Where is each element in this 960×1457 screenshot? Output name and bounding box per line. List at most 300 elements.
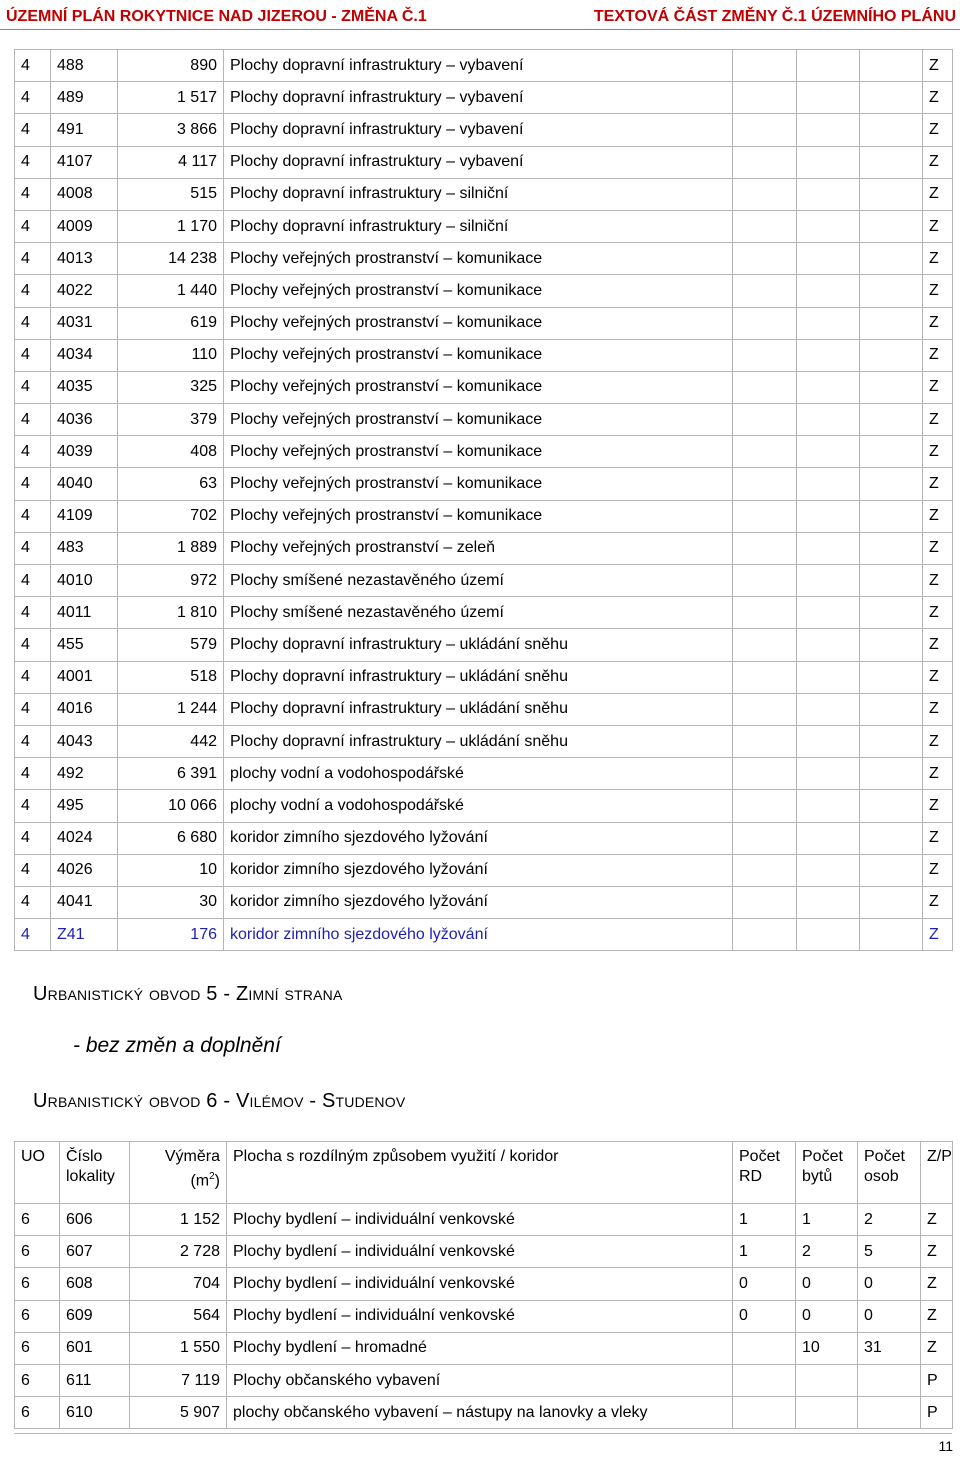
cell-plocha: Plochy veřejných prostranství – komunikace — [224, 307, 733, 339]
cell-zp: Z — [923, 822, 953, 854]
cell-pocet-bytu: 1 — [796, 1204, 858, 1236]
empty-cell — [733, 565, 797, 597]
cell-plocha: Plochy dopravní infrastruktury – vybavení — [224, 82, 733, 114]
cell-uo: 4 — [15, 307, 51, 339]
cell-zp: Z — [923, 339, 953, 371]
cell-vymera: 30 — [118, 886, 224, 918]
cell-zp: P — [921, 1364, 953, 1396]
empty-cell — [860, 790, 923, 822]
cell-vymera: 10 — [118, 854, 224, 886]
cell-lokalita: 4040 — [51, 468, 118, 500]
cell-zp: Z — [923, 532, 953, 564]
cell-lokalita: 492 — [51, 758, 118, 790]
cell-zp: Z — [923, 114, 953, 146]
cell-plocha: Plochy bydlení – individuální venkovské — [227, 1236, 733, 1268]
cell-vymera: 10 066 — [118, 790, 224, 822]
table-row — [15, 404, 953, 436]
empty-cell — [733, 854, 797, 886]
cell-uo: 4 — [15, 114, 51, 146]
cell-lokalita: 4035 — [51, 371, 118, 403]
table-row — [15, 436, 953, 468]
cell-zp: Z — [923, 275, 953, 307]
cell-uo: 4 — [15, 178, 51, 210]
cell-uo: 4 — [15, 275, 51, 307]
cell-pocet-bytu: 10 — [796, 1332, 858, 1364]
empty-cell — [860, 404, 923, 436]
empty-cell — [860, 758, 923, 790]
empty-cell — [860, 275, 923, 307]
page-number: 11 — [938, 1438, 953, 1454]
table-row — [15, 1236, 953, 1268]
cell-vymera: 5 907 — [130, 1397, 227, 1429]
cell-vymera: 1 550 — [130, 1332, 227, 1364]
cell-pocet-bytu: 0 — [796, 1300, 858, 1332]
cell-uo: 4 — [15, 210, 51, 242]
cell-zp: Z — [921, 1268, 953, 1300]
cell-vymera: 619 — [118, 307, 224, 339]
empty-cell — [797, 275, 860, 307]
cell-lokalita: 488 — [51, 50, 118, 82]
cell-zp: P — [921, 1397, 953, 1429]
cell-uo: 4 — [15, 565, 51, 597]
empty-cell — [797, 178, 860, 210]
cell-zp: Z — [923, 886, 953, 918]
table-row — [15, 1364, 953, 1396]
empty-cell — [797, 822, 860, 854]
empty-cell — [797, 758, 860, 790]
table-row — [15, 886, 953, 918]
cell-lokalita: 491 — [51, 114, 118, 146]
cell-lokalita: 4107 — [51, 146, 118, 178]
empty-cell — [797, 371, 860, 403]
cell-zp: Z — [923, 404, 953, 436]
cell-vymera: 1 889 — [118, 532, 224, 564]
cell-uo: 4 — [15, 822, 51, 854]
empty-cell — [733, 919, 797, 951]
cell-lokalita: 610 — [60, 1397, 130, 1429]
cell-vymera: 518 — [118, 661, 224, 693]
cell-vymera: 702 — [118, 500, 224, 532]
empty-cell — [797, 468, 860, 500]
cell-uo: 4 — [15, 82, 51, 114]
table-row — [15, 500, 953, 532]
table-row — [15, 822, 953, 854]
cell-lokalita: 4011 — [51, 597, 118, 629]
empty-cell — [733, 178, 797, 210]
table-row — [15, 210, 953, 242]
empty-cell — [733, 758, 797, 790]
cell-plocha: Plochy veřejných prostranství – komunikace — [224, 243, 733, 275]
cell-uo: 6 — [15, 1397, 60, 1429]
cell-pocet-rd: 0 — [733, 1268, 796, 1300]
empty-cell — [860, 146, 923, 178]
empty-cell — [860, 468, 923, 500]
cell-lokalita: 455 — [51, 629, 118, 661]
table-row — [15, 565, 953, 597]
cell-uo: 4 — [15, 854, 51, 886]
empty-cell — [797, 50, 860, 82]
empty-cell — [733, 307, 797, 339]
empty-cell — [797, 436, 860, 468]
cell-plocha: Plochy dopravní infrastruktury – ukládání sněhu — [224, 661, 733, 693]
empty-cell — [733, 82, 797, 114]
cell-uo: 4 — [15, 597, 51, 629]
empty-cell — [733, 50, 797, 82]
empty-cell — [797, 629, 860, 661]
cell-zp: Z — [921, 1236, 953, 1268]
empty-cell — [733, 790, 797, 822]
cell-vymera: 579 — [118, 629, 224, 661]
cell-plocha: plochy občanského vybavení – nástupy na lanovky a vleky — [227, 1397, 733, 1429]
empty-cell — [797, 886, 860, 918]
header-document-title: ÚZEMNÍ PLÁN ROKYTNICE NAD JIZEROU - ZMĚNA Č.1 — [6, 8, 427, 25]
table-row — [15, 243, 953, 275]
cell-uo: 4 — [15, 725, 51, 757]
empty-cell — [860, 339, 923, 371]
cell-vymera: 63 — [118, 468, 224, 500]
table-row — [15, 50, 953, 82]
cell-pocet-rd — [733, 1397, 796, 1429]
cell-plocha: Plochy dopravní infrastruktury – vybavení — [224, 114, 733, 146]
cell-plocha: Plochy veřejných prostranství – komunikace — [224, 371, 733, 403]
cell-zp: Z — [923, 178, 953, 210]
cell-uo: 4 — [15, 146, 51, 178]
cell-zp: Z — [923, 565, 953, 597]
empty-cell — [860, 661, 923, 693]
cell-lokalita: 4031 — [51, 307, 118, 339]
cell-plocha: Plochy veřejných prostranství – komunikace — [224, 468, 733, 500]
cell-lokalita: 4010 — [51, 565, 118, 597]
cell-zp: Z — [923, 436, 953, 468]
cell-zp: Z — [923, 307, 953, 339]
cell-pocet-rd: 1 — [733, 1236, 796, 1268]
cell-lokalita: 611 — [60, 1364, 130, 1396]
cell-lokalita: 4013 — [51, 243, 118, 275]
table-row — [15, 307, 953, 339]
cell-vymera: 176 — [118, 919, 224, 951]
cell-uo: 4 — [15, 790, 51, 822]
cell-lokalita: 601 — [60, 1332, 130, 1364]
cell-vymera: 14 238 — [118, 243, 224, 275]
cell-vymera: 704 — [130, 1268, 227, 1300]
empty-cell — [860, 178, 923, 210]
cell-vymera: 1 170 — [118, 210, 224, 242]
empty-cell — [733, 886, 797, 918]
cell-zp: Z — [923, 725, 953, 757]
table-row — [15, 629, 953, 661]
cell-vymera: 890 — [118, 50, 224, 82]
table-row — [15, 1397, 953, 1429]
cell-lokalita: 4036 — [51, 404, 118, 436]
empty-cell — [797, 565, 860, 597]
table-row — [15, 725, 953, 757]
empty-cell — [860, 210, 923, 242]
cell-zp: Z — [921, 1300, 953, 1332]
cell-lokalita: 608 — [60, 1268, 130, 1300]
table-row — [15, 1268, 953, 1300]
cell-lokalita: 489 — [51, 82, 118, 114]
cell-zp: Z — [923, 597, 953, 629]
cell-uo: 4 — [15, 404, 51, 436]
cell-uo: 6 — [15, 1204, 60, 1236]
cell-vymera: 972 — [118, 565, 224, 597]
empty-cell — [733, 339, 797, 371]
empty-cell — [797, 307, 860, 339]
table-row — [15, 82, 953, 114]
cell-lokalita: 607 — [60, 1236, 130, 1268]
empty-cell — [860, 597, 923, 629]
empty-cell — [797, 693, 860, 725]
cell-zp: Z — [921, 1332, 953, 1364]
empty-cell — [860, 114, 923, 146]
cell-uo: 4 — [15, 371, 51, 403]
header-vymera: Výměra $(m^2)$ — [130, 1142, 227, 1204]
footer-divider — [14, 1433, 952, 1434]
cell-pocet-osob: 2 — [858, 1204, 921, 1236]
empty-cell — [733, 822, 797, 854]
empty-cell — [860, 629, 923, 661]
cell-zp: Z — [923, 243, 953, 275]
table-row — [15, 919, 953, 951]
empty-cell — [797, 210, 860, 242]
cell-pocet-osob: 5 — [858, 1236, 921, 1268]
table-row — [15, 758, 953, 790]
empty-cell — [733, 532, 797, 564]
empty-cell — [797, 661, 860, 693]
cell-pocet-rd: 1 — [733, 1204, 796, 1236]
cell-vymera: 110 — [118, 339, 224, 371]
cell-uo: 4 — [15, 886, 51, 918]
cell-pocet-bytu — [796, 1397, 858, 1429]
cell-zp: Z — [923, 790, 953, 822]
table-row — [15, 854, 953, 886]
cell-uo: 6 — [15, 1236, 60, 1268]
empty-cell — [797, 114, 860, 146]
cell-lokalita: 606 — [60, 1204, 130, 1236]
empty-cell — [860, 500, 923, 532]
section-title-uo5: Urbanistický obvod 5 - Zimní strana — [33, 983, 343, 1005]
cell-plocha: Plochy veřejných prostranství – komunikace — [224, 500, 733, 532]
cell-pocet-rd: 0 — [733, 1300, 796, 1332]
empty-cell — [860, 243, 923, 275]
table-row — [15, 1300, 953, 1332]
cell-plocha: Plochy dopravní infrastruktury – ukládání sněhu — [224, 725, 733, 757]
cell-zp: Z — [923, 629, 953, 661]
empty-cell — [733, 597, 797, 629]
cell-zp: Z — [923, 854, 953, 886]
empty-cell — [860, 436, 923, 468]
table-row — [15, 1204, 953, 1236]
cell-vymera: 515 — [118, 178, 224, 210]
empty-cell — [860, 307, 923, 339]
cell-uo: 4 — [15, 243, 51, 275]
cell-plocha: Plochy dopravní infrastruktury – vybavení — [224, 50, 733, 82]
empty-cell — [733, 114, 797, 146]
cell-vymera: 4 117 — [118, 146, 224, 178]
table-row — [15, 114, 953, 146]
section-note-uo5: - bez změn a doplnění — [73, 1034, 281, 1057]
header-uo: UO — [15, 1142, 60, 1204]
cell-plocha: koridor zimního sjezdového lyžování — [224, 822, 733, 854]
cell-vymera: 7 119 — [130, 1364, 227, 1396]
cell-pocet-bytu: 0 — [796, 1268, 858, 1300]
cell-zp: Z — [923, 146, 953, 178]
cell-uo: 6 — [15, 1332, 60, 1364]
cell-vymera: 325 — [118, 371, 224, 403]
table-row — [15, 1332, 953, 1364]
cell-lokalita: 4043 — [51, 725, 118, 757]
header-zp: Z/P — [921, 1142, 953, 1204]
cell-plocha: Plochy smíšené nezastavěného území — [224, 565, 733, 597]
empty-cell — [860, 565, 923, 597]
cell-plocha: plochy vodní a vodohospodářské — [224, 758, 733, 790]
cell-zp: Z — [923, 468, 953, 500]
table-row — [15, 339, 953, 371]
cell-plocha: Plochy veřejných prostranství – zeleň — [224, 532, 733, 564]
cell-pocet-rd — [733, 1332, 796, 1364]
empty-cell — [860, 50, 923, 82]
cell-uo: 4 — [15, 500, 51, 532]
cell-uo: 4 — [15, 758, 51, 790]
empty-cell — [733, 404, 797, 436]
empty-cell — [797, 854, 860, 886]
header-section-title: TEXTOVÁ ČÁST ZMĚNY Č.1 ÚZEMNÍHO PLÁNU — [593, 8, 956, 25]
empty-cell — [733, 275, 797, 307]
cell-plocha: koridor zimního sjezdového lyžování — [224, 919, 733, 951]
cell-plocha: Plochy dopravní infrastruktury – ukládání sněhu — [224, 629, 733, 661]
empty-cell — [797, 532, 860, 564]
table-row — [15, 597, 953, 629]
empty-cell — [733, 725, 797, 757]
table-uo4-continued — [14, 49, 953, 951]
empty-cell — [733, 436, 797, 468]
cell-lokalita: 4016 — [51, 693, 118, 725]
cell-lokalita: 4008 — [51, 178, 118, 210]
cell-uo: 6 — [15, 1364, 60, 1396]
cell-lokalita: 495 — [51, 790, 118, 822]
empty-cell — [733, 371, 797, 403]
cell-lokalita: 609 — [60, 1300, 130, 1332]
header-lokalita: Číslo lokality — [60, 1142, 130, 1204]
cell-zp: Z — [923, 693, 953, 725]
cell-uo: 4 — [15, 693, 51, 725]
cell-pocet-osob: 0 — [858, 1268, 921, 1300]
cell-plocha: Plochy dopravní infrastruktury – silniční — [224, 210, 733, 242]
cell-pocet-bytu — [796, 1364, 858, 1396]
cell-uo: 4 — [15, 661, 51, 693]
header-pocet-osob: Počet osob — [858, 1142, 921, 1204]
cell-lokalita: 4041 — [51, 886, 118, 918]
empty-cell — [797, 404, 860, 436]
cell-vymera: 1 244 — [118, 693, 224, 725]
cell-zp: Z — [923, 919, 953, 951]
cell-pocet-osob: 0 — [858, 1300, 921, 1332]
empty-cell — [860, 725, 923, 757]
cell-lokalita: 4034 — [51, 339, 118, 371]
table-row — [15, 371, 953, 403]
header-pocet-bytu: Počet bytů — [796, 1142, 858, 1204]
cell-vymera: 1 440 — [118, 275, 224, 307]
table-row — [15, 790, 953, 822]
cell-lokalita: 4109 — [51, 500, 118, 532]
cell-plocha: Plochy bydlení – individuální venkovské — [227, 1268, 733, 1300]
cell-pocet-bytu: 2 — [796, 1236, 858, 1268]
empty-cell — [797, 597, 860, 629]
cell-plocha: Plochy bydlení – individuální venkovské — [227, 1300, 733, 1332]
empty-cell — [860, 82, 923, 114]
cell-uo: 4 — [15, 339, 51, 371]
cell-lokalita: 4024 — [51, 822, 118, 854]
cell-zp: Z — [923, 50, 953, 82]
table-row — [15, 275, 953, 307]
cell-pocet-rd — [733, 1364, 796, 1396]
table-row — [15, 178, 953, 210]
cell-zp: Z — [921, 1204, 953, 1236]
cell-pocet-osob: 31 — [858, 1332, 921, 1364]
cell-plocha: Plochy dopravní infrastruktury – silniční — [224, 178, 733, 210]
empty-cell — [797, 725, 860, 757]
cell-plocha: koridor zimního sjezdového lyžování — [224, 886, 733, 918]
cell-zp: Z — [923, 500, 953, 532]
cell-uo: 4 — [15, 532, 51, 564]
empty-cell — [860, 532, 923, 564]
table-header-row — [15, 1142, 953, 1204]
cell-vymera: 1 152 — [130, 1204, 227, 1236]
cell-vymera: 408 — [118, 436, 224, 468]
empty-cell — [797, 339, 860, 371]
cell-vymera: 6 391 — [118, 758, 224, 790]
empty-cell — [860, 693, 923, 725]
cell-zp: Z — [923, 371, 953, 403]
cell-uo: 6 — [15, 1300, 60, 1332]
empty-cell — [860, 854, 923, 886]
cell-vymera: 442 — [118, 725, 224, 757]
cell-plocha: Plochy veřejných prostranství – komunikace — [224, 404, 733, 436]
cell-plocha: Plochy veřejných prostranství – komunikace — [224, 339, 733, 371]
cell-lokalita: 4001 — [51, 661, 118, 693]
cell-lokalita: 4026 — [51, 854, 118, 886]
empty-cell — [733, 146, 797, 178]
cell-plocha: Plochy dopravní infrastruktury – ukládání sněhu — [224, 693, 733, 725]
table-row — [15, 532, 953, 564]
empty-cell — [797, 919, 860, 951]
cell-zp: Z — [923, 661, 953, 693]
cell-plocha: Plochy veřejných prostranství – komunikace — [224, 436, 733, 468]
cell-zp: Z — [923, 210, 953, 242]
cell-uo: 4 — [15, 629, 51, 661]
cell-uo: 6 — [15, 1268, 60, 1300]
empty-cell — [860, 371, 923, 403]
table-row — [15, 468, 953, 500]
cell-lokalita: 4009 — [51, 210, 118, 242]
cell-uo: 4 — [15, 919, 51, 951]
empty-cell — [733, 210, 797, 242]
cell-uo: 4 — [15, 50, 51, 82]
cell-lokalita: 483 — [51, 532, 118, 564]
cell-vymera: 1 810 — [118, 597, 224, 629]
empty-cell — [733, 500, 797, 532]
empty-cell — [733, 661, 797, 693]
header-divider — [0, 29, 960, 30]
empty-cell — [733, 693, 797, 725]
cell-plocha: Plochy občanského vybavení — [227, 1364, 733, 1396]
cell-vymera: 2 728 — [130, 1236, 227, 1268]
empty-cell — [797, 790, 860, 822]
empty-cell — [733, 468, 797, 500]
cell-lokalita: Z41 — [51, 919, 118, 951]
cell-plocha: koridor zimního sjezdového lyžování — [224, 854, 733, 886]
table-row — [15, 146, 953, 178]
